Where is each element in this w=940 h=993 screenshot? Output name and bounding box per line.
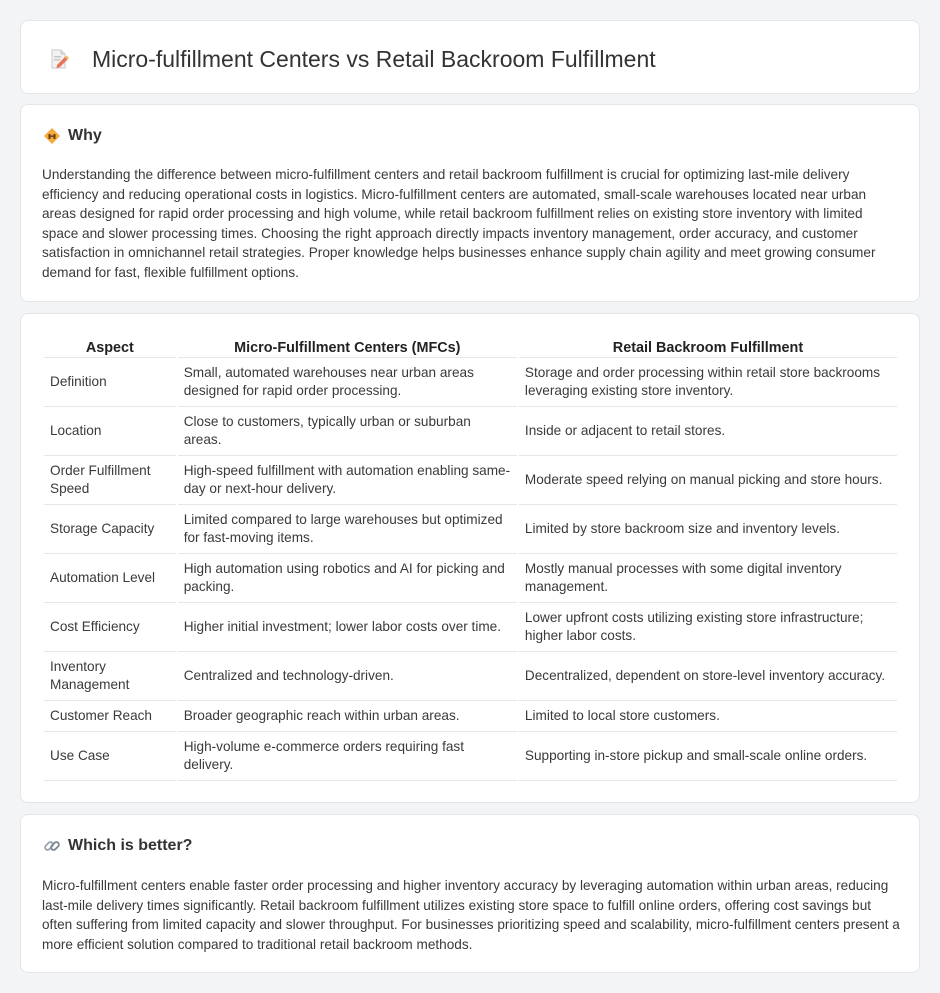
cell-aspect: Automation Level xyxy=(44,554,176,603)
cell-mfc: Higher initial investment; lower labor costs over time. xyxy=(178,603,517,652)
cell-mfc: Centralized and technology-driven. xyxy=(178,652,517,701)
cell-aspect: Use Case xyxy=(44,732,176,781)
cell-aspect: Definition xyxy=(44,358,176,407)
table-row xyxy=(44,732,897,781)
page-title: Micro-fulfillment Centers vs Retail Backroom Fulfillment xyxy=(92,46,656,72)
cell-mfc: Close to customers, typically urban or suburban areas. xyxy=(178,407,517,456)
cell-retail-backroom: Decentralized, dependent on store-level inventory accuracy. xyxy=(519,652,897,701)
cell-retail-backroom: Supporting in-store pickup and small-scale online orders. xyxy=(519,732,897,781)
why-text: Understanding the difference between micro-fulfillment centers and retail backroom fulfillment is crucial for optimizing last-mile delivery efficiency and reducing operational costs in logistics. Micro-fulfillment centers are automated, small-scale warehouses located near urban areas designed for rapid order processing and high volume, while retail backroom fulfillment relies on existing store inventory with limited space and slower processing times. Choosing the right approach directly impacts inventory management, order accuracy, and customer satisfaction in omnichannel retail strategies. Proper knowledge helps businesses enhance supply chain agility and meet growing consumer demand for fast, flexible fulfillment options. xyxy=(42,167,876,280)
cell-aspect: Order Fulfillment Speed xyxy=(44,456,176,505)
cell-mfc: Small, automated warehouses near urban areas designed for rapid order processing. xyxy=(178,358,517,407)
cell-aspect: Customer Reach xyxy=(44,701,176,732)
cell-aspect: Inventory Management xyxy=(44,652,176,701)
cell-retail-backroom: Limited to local store customers. xyxy=(519,701,897,732)
header-aspect: Aspect xyxy=(44,334,176,358)
cell-retail-backroom: Moderate speed relying on manual picking and store hours. xyxy=(519,456,897,505)
better-heading xyxy=(43,836,192,856)
cell-retail-backroom: Storage and order processing within retail store backrooms leveraging existing store inventory. xyxy=(519,358,897,407)
better-title: Which is better? xyxy=(68,837,193,854)
which-is-better-section xyxy=(20,814,920,973)
comparison-section xyxy=(20,313,920,803)
table-row xyxy=(44,456,897,505)
link-icon xyxy=(43,837,61,855)
cell-mfc: Broader geographic reach within urban areas. xyxy=(178,701,517,732)
road-sign-icon xyxy=(43,127,61,145)
table-row xyxy=(44,358,897,407)
header-mfc: Micro-Fulfillment Centers (MFCs) xyxy=(178,334,517,358)
cell-aspect: Location xyxy=(44,407,176,456)
cell-mfc: Limited compared to large warehouses but optimized for fast-moving items. xyxy=(178,505,517,554)
table-row xyxy=(44,603,897,652)
why-title: Why xyxy=(68,127,102,144)
better-text: Micro-fulfillment centers enable faster order processing and higher inventory accuracy by leveraging automation within urban areas, reducing last-mile delivery times significantly. Retail backroom fulfillment utilizes existing store space to fulfill online orders, offering cost savings but often suffering from limited capacity and slower throughput. For businesses prioritizing speed and scalability, micro-fulfillment centers present a more efficient solution compared to traditional retail backroom methods. xyxy=(42,878,900,952)
cell-mfc: High automation using robotics and AI for picking and packing. xyxy=(178,554,517,603)
comparison-table xyxy=(42,334,899,781)
cell-retail-backroom: Inside or adjacent to retail stores. xyxy=(519,407,897,456)
table-header-row xyxy=(44,334,897,358)
table-row xyxy=(44,701,897,732)
cell-aspect: Storage Capacity xyxy=(44,505,176,554)
document-edit-icon xyxy=(48,48,70,70)
cell-retail-backroom: Lower upfront costs utilizing existing store infrastructure; higher labor costs. xyxy=(519,603,897,652)
why-heading xyxy=(43,126,102,146)
cell-aspect: Cost Efficiency xyxy=(44,603,176,652)
cell-mfc: High-volume e-commerce orders requiring fast delivery. xyxy=(178,732,517,781)
cell-retail-backroom: Limited by store backroom size and inventory levels. xyxy=(519,505,897,554)
header-retail-backroom: Retail Backroom Fulfillment xyxy=(519,334,897,358)
table-row xyxy=(44,554,897,603)
table-row xyxy=(44,505,897,554)
table-row xyxy=(44,407,897,456)
cell-retail-backroom: Mostly manual processes with some digital inventory management. xyxy=(519,554,897,603)
table-row xyxy=(44,652,897,701)
cell-mfc: High-speed fulfillment with automation enabling same-day or next-hour delivery. xyxy=(178,456,517,505)
header-card xyxy=(20,20,920,94)
why-section xyxy=(20,104,920,302)
